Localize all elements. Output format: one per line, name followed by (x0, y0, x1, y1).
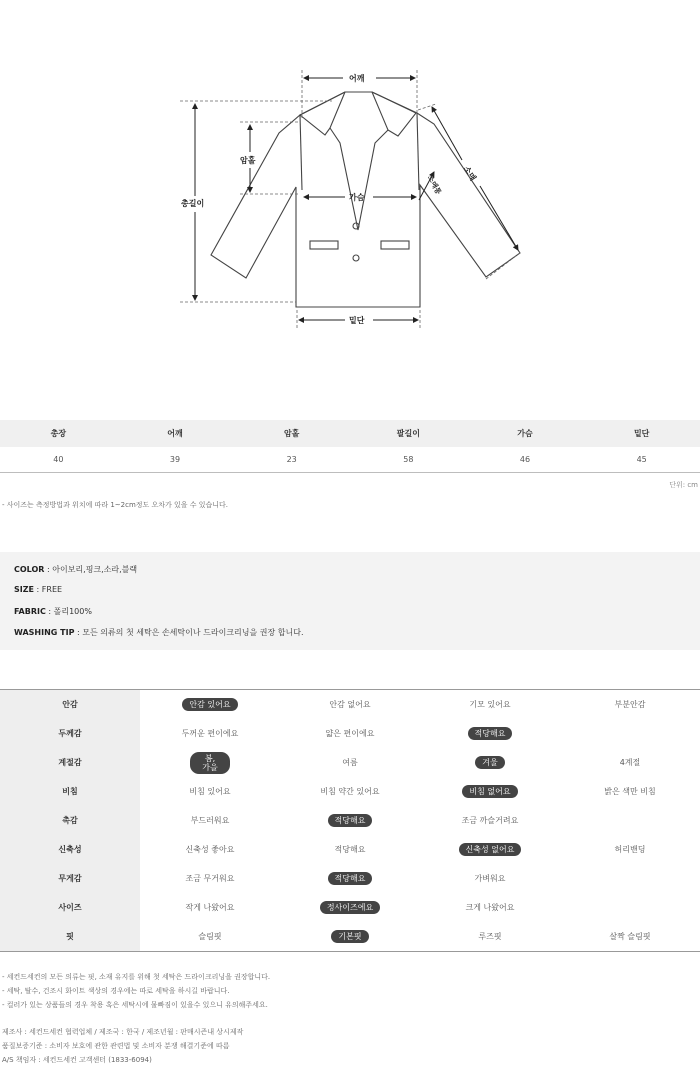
maker-line: A/S 책임자 : 세컨드세컨 고객센터 (1833-6094) (2, 1056, 152, 1064)
manufacturer-info (2, 1025, 243, 1067)
feature-label: 사이즈 (0, 893, 140, 922)
size-table-header (0, 420, 700, 447)
feature-option-selected: 안감 있어요 (182, 698, 237, 711)
info-fabric-key: FABRIC (14, 607, 46, 616)
feature-option: 작게 나왔어요 (185, 903, 235, 912)
feature-option-selected: 적당해요 (328, 872, 373, 885)
feature-option: 안감 없어요 (329, 700, 371, 709)
size-value-armhole: 23 (286, 455, 297, 464)
care-note: - 세컨드세컨의 모든 의류는 핏, 소재 유지를 위해 첫 세탁은 드라이크리닝을 권장합니다. (2, 973, 271, 981)
info-color: COLOR : 아이보리,핑크,소라,블랙 (14, 565, 138, 574)
care-note: - 컬러가 있는 상품들의 경우 착용 혹은 세탁시에 물빠짐이 있을수 있으니 유의해주세요. (2, 1001, 268, 1009)
feature-option: 적당해요 (334, 845, 366, 854)
info-washing-value: 모든 의류의 첫 세탁은 손세탁이나 드라이크리닝을 권장 합니다. (82, 628, 304, 637)
size-header-chest: 가슴 (517, 429, 533, 438)
feature-option: 두꺼운 편이에요 (181, 729, 239, 738)
feature-option-selected: 기본핏 (331, 930, 368, 943)
feature-option: 밝은 색만 비침 (604, 787, 656, 796)
feature-option: 크게 나왔어요 (465, 903, 515, 912)
info-color-key: COLOR (14, 565, 45, 574)
feature-label: 안감 (0, 690, 140, 719)
info-size-value: FREE (41, 585, 63, 594)
feature-row (0, 719, 700, 748)
feature-option: 루즈핏 (478, 932, 502, 941)
feature-option: 기모 있어요 (469, 700, 511, 709)
label-hem: 밑단 (349, 316, 365, 325)
feature-option-selected: 신축성 없어요 (459, 843, 522, 856)
size-header-sleeve: 팔길이 (396, 429, 420, 438)
feature-row (0, 835, 700, 864)
care-note: - 세탁, 탈수, 건조시 화이트 색상의 경우에는 따로 세탁을 하시길 바랍니다. (2, 987, 230, 995)
feature-option: 신축성 좋아요 (185, 845, 235, 854)
feature-label: 핏 (0, 922, 140, 951)
feature-option: 얇은 편이에요 (325, 729, 375, 738)
feature-option: 부분안감 (614, 700, 646, 709)
info-washing-key: WASHING TIP (14, 628, 75, 637)
feature-option: 살짝 슬림핏 (609, 932, 651, 941)
size-value-shoulder: 39 (169, 455, 181, 464)
feature-label: 계절감 (0, 748, 140, 777)
feature-row (0, 922, 700, 951)
feature-label: 신축성 (0, 835, 140, 864)
feature-label: 촉감 (0, 806, 140, 835)
maker-line: 제조사 : 세컨드세컨 협력업체 / 제조국 : 한국 / 제조년월 : 판매시즌내 상시제작 (2, 1028, 244, 1036)
info-size: SIZE : FREE (14, 585, 63, 594)
feature-option: 조금 까슬거려요 (461, 816, 519, 825)
size-table (0, 420, 700, 473)
feature-option: 비침 있어요 (189, 787, 231, 796)
info-fabric: FABRIC : 폴리100% (14, 607, 92, 616)
feature-row (0, 806, 700, 835)
size-unit: 단위: cm (669, 481, 698, 489)
feature-option: 가벼워요 (474, 874, 506, 883)
product-info-box (0, 552, 700, 650)
size-value-total: 40 (53, 455, 64, 464)
label-sleeve-width: 소매통 (425, 174, 443, 196)
feature-option: 여름 (342, 758, 358, 767)
jacket-outline (211, 92, 520, 307)
feature-option: 부드러워요 (190, 816, 230, 825)
size-header-hem: 밑단 (633, 429, 650, 438)
feature-option: 조금 무거워요 (185, 874, 235, 883)
size-value-hem: 45 (636, 455, 647, 464)
feature-option-selected: 적당해요 (468, 727, 513, 740)
feature-option-selected: 비침 없어요 (462, 785, 517, 798)
care-notes (2, 970, 270, 1012)
feature-row (0, 690, 700, 719)
label-armhole: 암홀 (240, 156, 256, 165)
info-color-value: 아이보리,핑크,소라,블랙 (52, 565, 138, 574)
maker-line: 품질보증기준 : 소비자 보호에 관한 관련법 및 소비자 분쟁 해결기준에 따름 (2, 1042, 230, 1050)
size-header-armhole: 암홀 (283, 429, 300, 438)
feature-table (0, 689, 700, 952)
feature-row (0, 777, 700, 806)
label-sleeve: 소매 (461, 164, 478, 183)
feature-option: 4계절 (619, 758, 641, 767)
size-table-row (0, 447, 700, 473)
info-fabric-value: 폴리100% (53, 607, 92, 616)
feature-option: 허리밴딩 (614, 845, 646, 854)
feature-option-selected: 적당해요 (328, 814, 373, 827)
info-size-key: SIZE (14, 585, 35, 594)
feature-row (0, 748, 700, 777)
feature-row (0, 893, 700, 922)
size-header-shoulder: 어깨 (167, 429, 183, 438)
measurement-diagram (0, 0, 700, 400)
size-header-total: 총장 (50, 429, 67, 438)
feature-label: 비침 (0, 777, 140, 806)
feature-option: 비침 약간 있어요 (320, 787, 380, 796)
feature-option-selected: 봄, 가을 (190, 752, 230, 774)
feature-label: 두께감 (0, 719, 140, 748)
size-note: - 사이즈는 측정방법과 위치에 따라 1~2cm정도 오차가 있을 수 있습니다. (2, 501, 229, 509)
feature-option: 슬림핏 (198, 932, 222, 941)
info-washing: WASHING TIP : 모든 의류의 첫 세탁은 손세탁이나 드라이크리닝을 권장 합니다. (14, 628, 304, 637)
feature-option-selected: 겨울 (475, 756, 504, 769)
size-value-chest: 46 (519, 455, 531, 464)
size-value-sleeve: 58 (403, 455, 414, 464)
feature-option-selected: 정사이즈에요 (320, 901, 380, 914)
label-shoulder: 어깨 (349, 74, 365, 83)
feature-row (0, 864, 700, 893)
feature-label: 무게감 (0, 864, 140, 893)
label-chest: 가슴 (349, 193, 365, 202)
label-total-length: 총길이 (181, 199, 205, 208)
